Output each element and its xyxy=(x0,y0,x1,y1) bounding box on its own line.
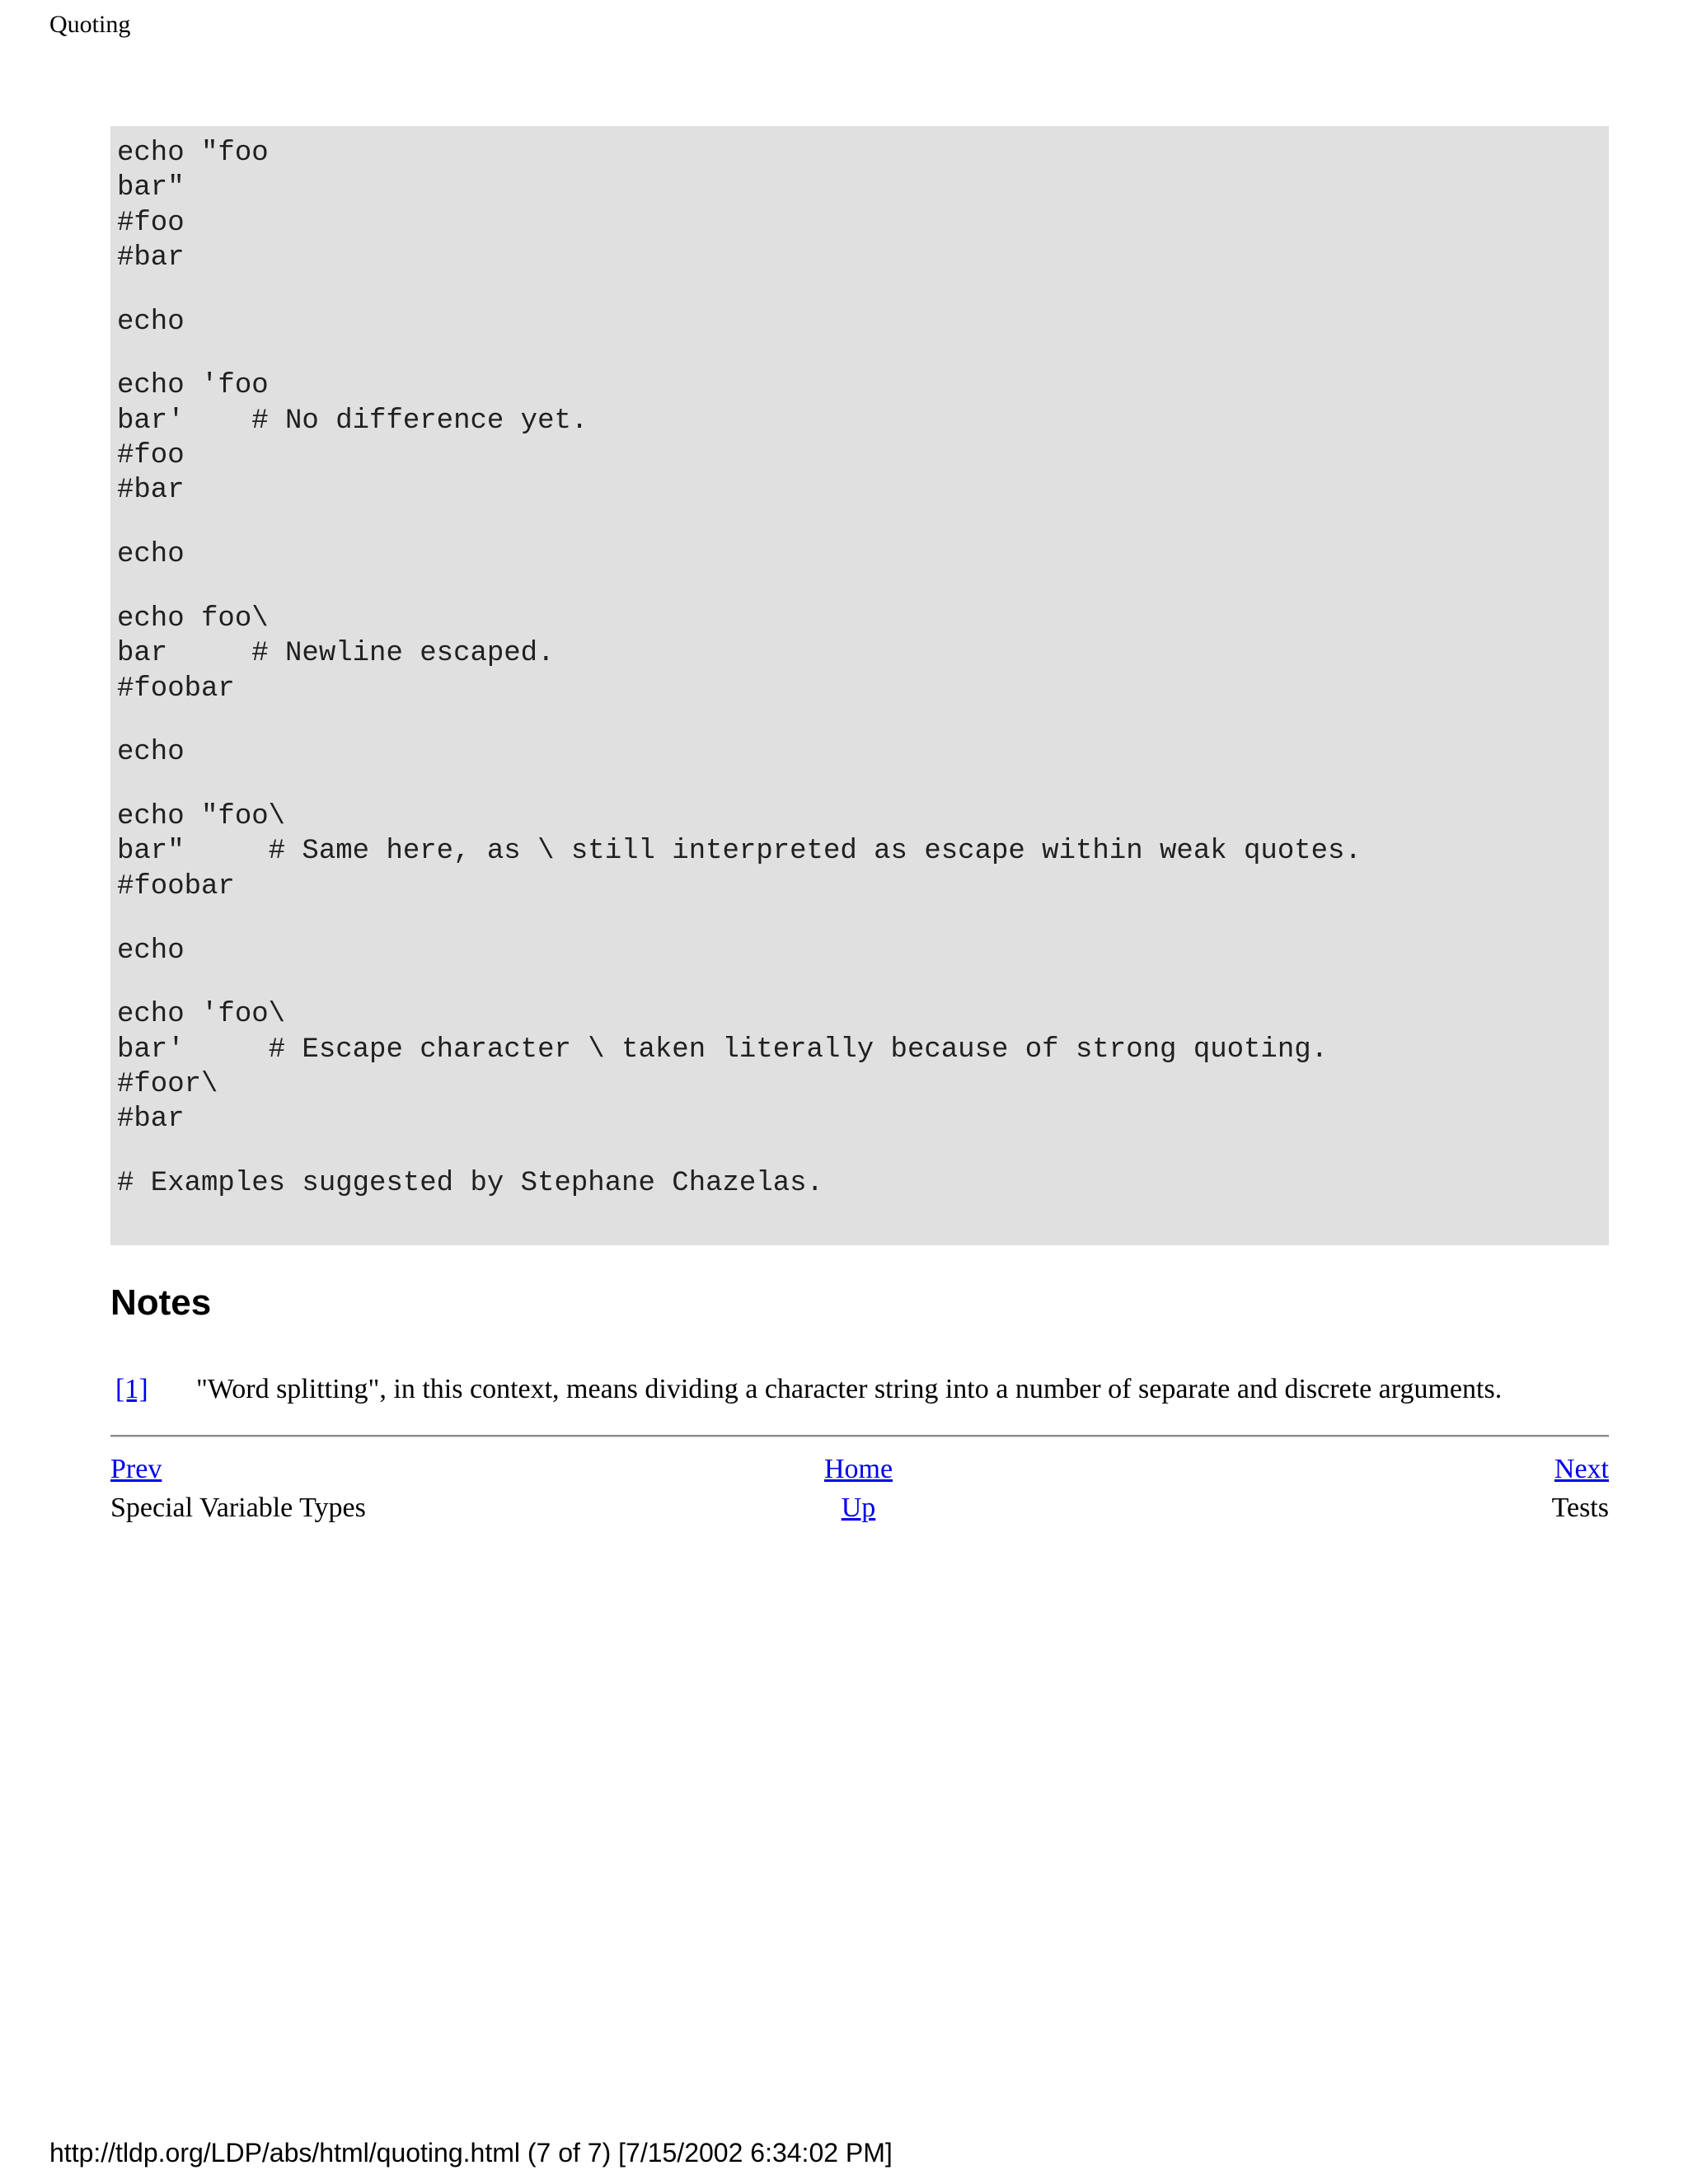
code-line: echo 'foo xyxy=(117,370,269,402)
code-line: echo xyxy=(117,935,185,967)
code-line: #foor\ xyxy=(117,1068,218,1100)
code-line: bar" # Same here, as \ still interpreted as escape within weak quotes. xyxy=(117,836,1362,868)
code-line: #bar xyxy=(117,241,185,274)
code-line: #foo xyxy=(117,440,185,472)
code-line: #foobar xyxy=(117,870,235,902)
prev-page-title: Special Variable Types xyxy=(110,1493,366,1523)
code-line: echo 'foo\ xyxy=(117,999,286,1031)
code-line: #foo xyxy=(117,207,185,239)
code-line: echo "foo xyxy=(117,138,269,169)
code-line: bar' # Escape character \ taken literally because of strong quoting. xyxy=(117,1033,1329,1066)
code-block-gap xyxy=(117,340,1601,369)
code-line: bar" xyxy=(117,172,185,204)
code-line: echo xyxy=(117,539,185,571)
code-line: # Examples suggested by Stephane Chazelas. xyxy=(117,1168,823,1200)
code-block-gap xyxy=(117,771,1601,800)
code-block-gap xyxy=(117,904,1601,934)
nav-next-cell xyxy=(1554,1452,1609,1487)
code-block-gap xyxy=(117,706,1601,736)
home-link[interactable]: Home xyxy=(823,1454,893,1484)
page-footer-url: http://tldp.org/LDP/abs/html/quoting.html (7 of 7) [7/15/2002 6:34:02 PM] xyxy=(49,2138,893,2168)
prev-link[interactable]: Prev xyxy=(110,1454,162,1484)
code-block-gap xyxy=(117,572,1601,602)
code-example-block xyxy=(110,126,1609,1245)
code-block-gap xyxy=(117,968,1601,998)
code-line: #bar xyxy=(117,1104,185,1136)
code-line: bar' # No difference yet. xyxy=(117,405,588,437)
nav-up-cell xyxy=(742,1491,975,1526)
next-page-title: Tests xyxy=(1551,1493,1609,1523)
code-line: echo xyxy=(117,737,185,769)
page-header-title: Quoting xyxy=(49,11,131,38)
nav-divider xyxy=(110,1435,1609,1437)
code-block-gap xyxy=(117,509,1601,538)
code-line: echo foo\ xyxy=(117,602,269,635)
nav-home-cell xyxy=(742,1452,975,1487)
code-line: #bar xyxy=(117,475,185,507)
footnote-text: "Word splitting", in this context, means dividing a character string into a number of separate and discrete arguments. xyxy=(196,1374,1503,1404)
next-link[interactable]: Next xyxy=(1554,1454,1609,1484)
footnote-ref-link[interactable]: [1] xyxy=(115,1374,148,1404)
code-line: bar # Newline escaped. xyxy=(117,638,555,670)
notes-heading: Notes xyxy=(110,1282,212,1323)
code-block-gap xyxy=(117,1137,1601,1167)
footnote xyxy=(115,1372,1502,1407)
code-line: echo xyxy=(117,306,185,338)
nav-prev-cell xyxy=(110,1452,162,1487)
code-line: #foobar xyxy=(117,673,235,705)
up-link[interactable]: Up xyxy=(841,1493,876,1523)
code-line: echo "foo\ xyxy=(117,801,286,833)
code-block-gap xyxy=(117,275,1601,305)
